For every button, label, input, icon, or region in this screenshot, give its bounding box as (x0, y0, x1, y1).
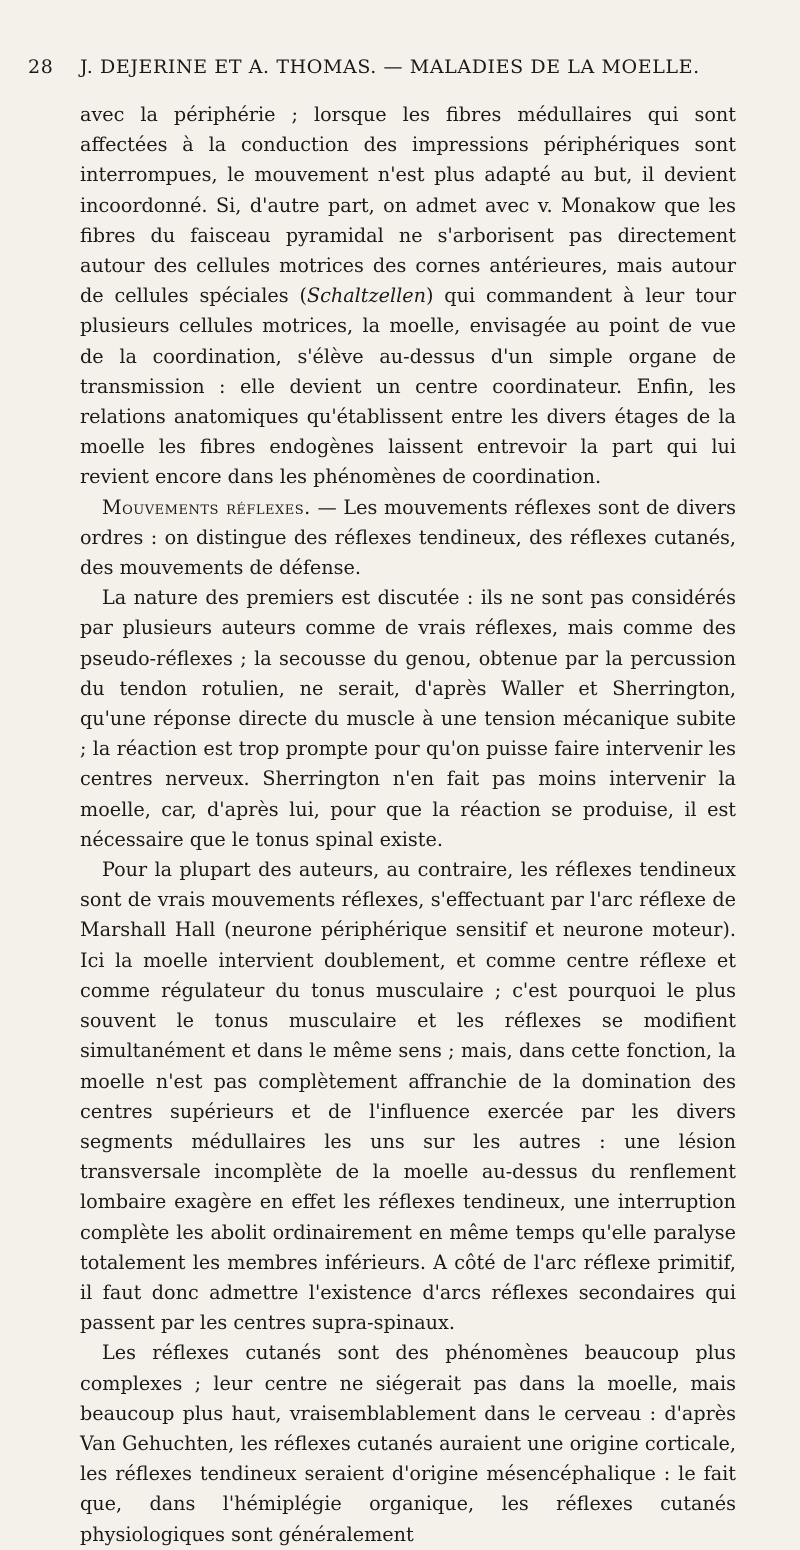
paragraph-text: — Les mouvements réflexes sont de divers ordres : on distingue des réflexes tendineux, des réflexes cutanés, des mouvements de défense. (80, 495, 736, 580)
page (28, 54, 737, 1550)
paragraph-tendon-reflexes: La nature des premiers est discutée : ils ne sont pas considérés par plusieurs auteurs comme de vrais réflexes, mais comme des pseudo-réflexes ; la secousse du genou, obtenue par la percussion du tendon rotulien, ne serait, d'après Waller et Sherrington, qu'une réponse directe du muscle à une tension mécanique subite ; la réaction est trop prompte pour qu'on puisse faire intervenir les centres nerveux. Sherrington n'en fait pas moins intervenir la moelle, car, d'après lui, pour que la réaction se produise, il est nécessaire que le tonus spinal existe. (80, 586, 736, 851)
section-heading: Mouvements réflexes. (102, 495, 311, 519)
paragraph-cutaneous-reflexes: Les réflexes cutanés sont des phénomènes beaucoup plus complexes ; leur centre ne siégerait pas dans la moelle, mais beaucoup plus haut, vraisemblablement dans le cerveau : d'après Van Gehuchten, les réflexes cutanés auraient une origine corticale, les réflexes tendineux seraient d'origine mésencéphalique : le fait que, dans l'hémiplégie organique, les réflexes cutanés physiologiques sont généralement (80, 1341, 736, 1546)
paragraph-coordination (80, 100, 736, 493)
running-title: J. DEJERINE ET A. THOMAS. — MALADIES DE LA MOELLE. (80, 56, 700, 78)
paragraph-text-pre: avec la périphérie ; lorsque les fibres médullaires qui sont affectées à la conduction des impressions périphériques sont interrompues, le mouvement n'est plus adapté au but, il devient incoordonné. Si, d'autre part, on admet avec v. Monakow que les fibres du faisceau pyramidal ne s'arborisent pas directement autour des cellules motrices des cornes antérieures, mais autour de cellules spéciales ( (80, 103, 736, 308)
paragraph-reflex-arc: Pour la plupart des auteurs, au contraire, les réflexes tendineux sont de vrais mouvements réflexes, s'effectuant par l'arc réflexe de Marshall Hall (neurone périphérique sensitif et neurone moteur). Ici la moelle intervient doublement, et comme centre réflexe et comme régulateur du tonus musculaire ; c'est pourquoi le plus souvent le tonus musculaire et les réflexes se modifient simultanément et dans le même sens ; mais, dans cette fonction, la moelle n'est pas complètement affranchie de la domination des centres supérieurs et de l'influence exercée par les divers segments médullaires les uns sur les autres : une lésion transversale incomplète de la moelle au-dessus du renflement lombaire exagère en effet les réflexes tendineux, une interruption complète les abolit ordinairement en même temps qu'elle paralyse totalement les membres inférieurs. A côté de l'arc réflexe primitif, il faut donc admettre l'existence d'arcs réflexes secondaires qui passent par les centres supra-spinaux. (80, 858, 736, 1335)
body-text (80, 100, 736, 1550)
italic-term: Schaltzellen (306, 284, 426, 308)
page-number: 28 (28, 56, 54, 78)
paragraph-text-post: ) qui commandent à leur tour plusieurs cellules motrices, la moelle, envisagée au point de vue de la coordination, s'élève au-dessus d'un simple organe de transmission : elle devient un centre coordinateur. Enfin, les relations anatomiques qu'établissent entre les divers étages de la moelle les fibres endogènes laissent entrevoir la part qui lui revient encore dans les phénomènes de coordination. (80, 284, 737, 489)
paragraph-reflexes (80, 493, 736, 584)
running-header (28, 54, 736, 80)
